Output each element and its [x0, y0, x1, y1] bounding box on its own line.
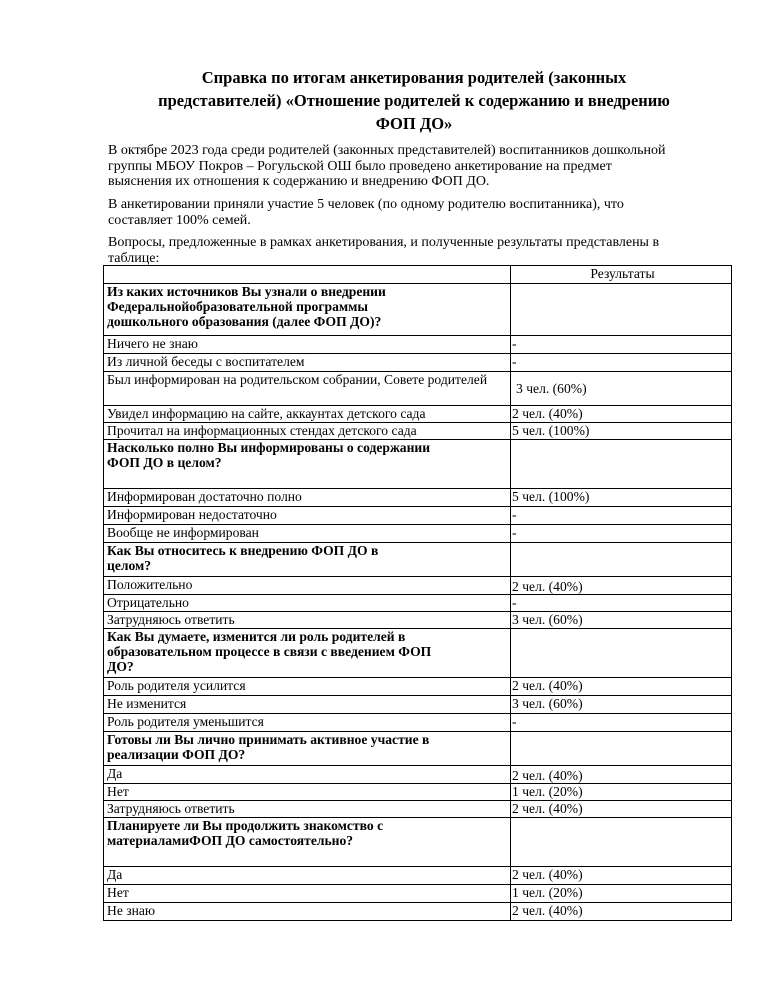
- title-line: представителей) «Отношение родителей к содержанию и внедрению: [158, 91, 670, 110]
- answer-label: Из личной беседы с воспитателем: [104, 354, 511, 372]
- answer-row: [104, 714, 732, 732]
- answer-result: 2 чел. (40%): [511, 577, 732, 595]
- answer-row: [104, 612, 732, 629]
- answer-result: -: [511, 507, 732, 525]
- answer-row: [104, 766, 732, 784]
- answer-result: 3 чел. (60%): [511, 696, 732, 714]
- answer-row: [104, 678, 732, 696]
- answer-label: Вообще не информирован: [104, 525, 511, 543]
- results-column-header: Результаты: [511, 266, 732, 284]
- answer-result: -: [511, 354, 732, 372]
- answer-row: [104, 372, 732, 406]
- answer-result: 1 чел. (20%): [511, 784, 732, 801]
- answer-label: Информирован недостаточно: [104, 507, 511, 525]
- title-line: ФОП ДО»: [375, 114, 453, 133]
- survey-results-table: [103, 265, 732, 921]
- answer-label: Не изменится: [104, 696, 511, 714]
- answer-label: Затрудняюсь ответить: [104, 801, 511, 818]
- answer-label: Роль родителя уменьшится: [104, 714, 511, 732]
- answer-result: -: [511, 336, 732, 354]
- answer-label: Положительно: [104, 577, 511, 595]
- answer-result: 2 чел. (40%): [511, 801, 732, 818]
- table-header-row: [104, 266, 732, 284]
- answer-result: -: [511, 525, 732, 543]
- answer-row: [104, 507, 732, 525]
- question-cell: Готовы ли Вы лично принимать активное участие в реализации ФОП ДО?: [104, 732, 511, 766]
- answer-label: Нет: [104, 885, 511, 903]
- answer-row: [104, 336, 732, 354]
- answer-row: [104, 525, 732, 543]
- answer-result: 3 чел. (60%): [511, 612, 732, 629]
- answer-result: 2 чел. (40%): [511, 766, 732, 784]
- answer-row: [104, 577, 732, 595]
- answer-result: 2 чел. (40%): [511, 903, 732, 921]
- answer-result: -: [511, 595, 732, 612]
- answer-result: -: [511, 714, 732, 732]
- answer-row: [104, 595, 732, 612]
- answer-result: 5 чел. (100%): [511, 423, 732, 440]
- answer-label: Отрицательно: [104, 595, 511, 612]
- answer-label: Увидел информацию на сайте, аккаунтах детского сада: [104, 406, 511, 423]
- answer-label: Да: [104, 867, 511, 885]
- answer-label: Информирован достаточно полно: [104, 489, 511, 507]
- answer-result: 1 чел. (20%): [511, 885, 732, 903]
- answer-result: 3 чел. (60%): [511, 372, 732, 406]
- question-cell: Из каких источников Вы узнали о внедрении Федеральнойобразовательной программы дошкольного образования (далее ФОП ДО)?: [104, 284, 511, 336]
- answer-result: 2 чел. (40%): [511, 867, 732, 885]
- answer-row: [104, 406, 732, 423]
- answer-row: [104, 423, 732, 440]
- answer-row: [104, 885, 732, 903]
- answer-result: 2 чел. (40%): [511, 406, 732, 423]
- question-cell: Насколько полно Вы информированы о содержании ФОП ДО в целом?: [104, 440, 511, 489]
- answer-row: [104, 801, 732, 818]
- question-row: [104, 732, 732, 766]
- question-row: [104, 440, 732, 489]
- question-row: [104, 284, 732, 336]
- question-cell: Как Вы относитесь к внедрению ФОП ДО в целом?: [104, 543, 511, 577]
- question-cell: Как Вы думаете, изменится ли роль родителей в образовательном процессе в связи с введением ФОП ДО?: [104, 629, 511, 678]
- answer-row: [104, 354, 732, 372]
- intro-paragraph-2: В анкетировании приняли участие 5 человек (по одному родителю воспитанника), что составляет 100% семей.: [108, 197, 624, 228]
- question-row: [104, 629, 732, 678]
- answer-label: Был информирован на родительском собрании, Совете родителей: [104, 372, 511, 406]
- question-cell: Планируете ли Вы продолжить знакомство с материаламиФОП ДО самостоятельно?: [104, 818, 511, 867]
- answer-label: Нет: [104, 784, 511, 801]
- title-line: Справка по итогам анкетирования родителей (законных: [201, 68, 627, 87]
- answer-label: Роль родителя усилится: [104, 678, 511, 696]
- answer-label: Да: [104, 766, 511, 784]
- answer-row: [104, 696, 732, 714]
- intro-paragraph-3: Вопросы, предложенные в рамках анкетирования, и полученные результаты представлены в таблице:: [108, 235, 660, 266]
- answer-label: Ничего не знаю: [104, 336, 511, 354]
- answer-row: [104, 489, 732, 507]
- answer-row: [104, 784, 732, 801]
- question-row: [104, 543, 732, 577]
- document-title: [108, 66, 720, 135]
- answer-label: Не знаю: [104, 903, 511, 921]
- answer-label: Прочитал на информационных стендах детского сада: [104, 423, 511, 440]
- answer-row: [104, 867, 732, 885]
- question-row: [104, 818, 732, 867]
- intro-paragraph-1: В октябре 2023 года среди родителей (законных представителей) воспитанников дошкольной группы МБОУ Покров – Рогульской ОШ было проведено анкетирование на предмет выяснения их отношения к содержанию и внедрению ФОП ДО.: [108, 143, 666, 189]
- answer-result: 2 чел. (40%): [511, 678, 732, 696]
- answer-result: 5 чел. (100%): [511, 489, 732, 507]
- answer-row: [104, 903, 732, 921]
- answer-label: Затрудняюсь ответить: [104, 612, 511, 629]
